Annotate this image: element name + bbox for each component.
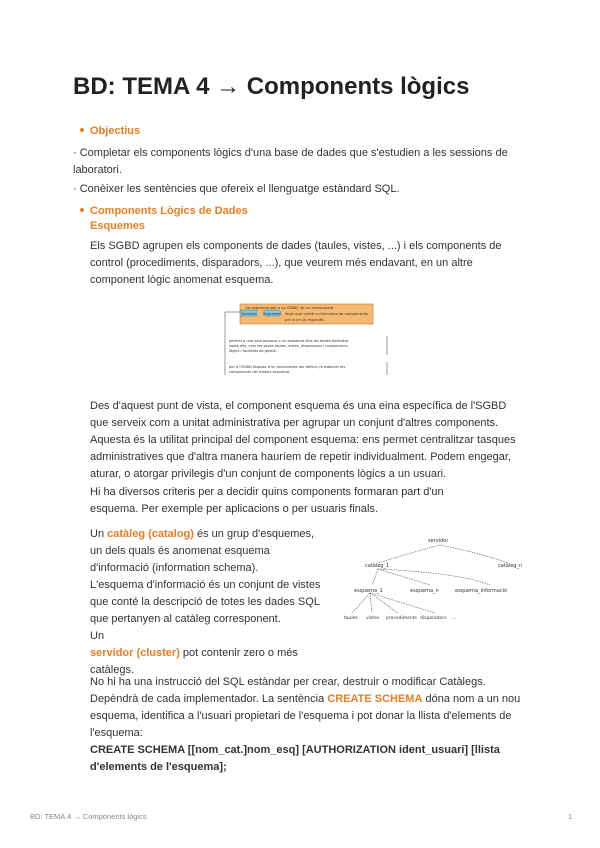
bullet-dot: [80, 128, 84, 132]
create-schema-syntax: CREATE SCHEMA [[nom_cat.]nom_esq] [AUTHORIZATION ident_usuari] [llista d'elements de l'esquema];: [90, 744, 500, 773]
section-heading-components: Components Lògics de Dades: [80, 205, 248, 217]
paragraph-criteris: Hi ha diversos criteris per a decidir quins components formaran part d'un esquema. Per exemple per aplicacions o per usuaris finals.: [90, 486, 444, 515]
node-esqinfo: esquema_informació: [455, 588, 508, 594]
page-number: 1: [568, 812, 573, 821]
node-esq1: esquema_1: [354, 588, 383, 594]
objectius-line-2: · Conèixer les sentències que ofereix el llenguatge estàndard SQL.: [73, 183, 400, 195]
edge-cat1-esq1: [372, 569, 378, 585]
page-title: BD: TEMA 4 → Components lògics: [73, 73, 470, 100]
edge-cat1-esqn: [378, 569, 430, 585]
box-text-1: Un esquema per a un SGBD, és un component: [245, 305, 334, 310]
node-esqn: esquema_n: [410, 588, 439, 594]
box-text-2: lògic que conté col·leccions de components: [285, 311, 368, 316]
diagram-line-3: lògics i facilitats de gestió.: [229, 349, 277, 353]
edge-leaf-1: [352, 593, 370, 613]
schema-definition-diagram: [215, 300, 395, 380]
box-text-3: per a un ús específic.: [285, 317, 326, 322]
paragraph-utilitat: Aquesta és la utilitat principal del component esquema: ens permet centralitzar tasques administratives que d'altra manera hauríem de repetir individualment. Podem engegar, aturar, o atorgar privilegis d'un conjunt de components lògics a un usuari.: [90, 434, 516, 480]
leaf-vistes: vistes: [366, 616, 380, 621]
node-catn: catàleg_n: [498, 563, 523, 569]
edge-root-catn: [440, 545, 508, 563]
term-cataleg: catàleg (catalog): [107, 528, 194, 540]
catalog-hierarchy-diagram: [340, 533, 530, 623]
badge-left-text: Schéma: [242, 312, 257, 316]
diagram-line-1: permet a una sola persona o un esquema dins les dades definides: [229, 339, 349, 343]
node-cat1: catàleg_1: [365, 563, 390, 569]
edge-leaf-3: [370, 593, 398, 613]
edge-leaf-4: [370, 593, 435, 613]
cataleg-text: Un catàleg (catalog) és un grup d'esquemes, un dels quals és anomenat esquema d'informació (information schema). L'esquema d'informació és un conjunt de vistes que conté la descripció de totes les dades SQL que pertanyen al catàleg corresponent. Un servidor (cluster) pot contenir zero o més catàlegs.: [90, 528, 321, 676]
diagram-line-4: per a l'SGBD disposa d'un mecanisme per definir i/o esborrar els: [229, 365, 346, 369]
sql-paragraph: No hi ha una instrucció del SQL estàndar per crear, destruir o modificar Catàlegs. Depèndrà de cada implementador. La sentència CREATE SCHEMA dóna nom a un nou esquema, identifica a l'usuari propietari de l'esquema i pot donar la llista d'elements de l'esquema:: [90, 676, 521, 739]
diagram-line-2: sobre ells, com les seves taules, vistes, disparadors i components: [229, 344, 348, 348]
edge-leaf-2: [370, 593, 372, 613]
leaf-taules: taules: [344, 616, 358, 621]
subheading-esquemes: Esquemes: [90, 220, 146, 232]
leaf-disparadors: disparadors: [420, 616, 447, 621]
paragraph-vista: Des d'aquest punt de vista, el component esquema és una eina específica de l'SGBD que serveix com a unitat administrativa per agrupar un conjunt d'altres components.: [90, 400, 507, 429]
objectius-line-1: · Completar els components lògics d'una base de dades que s'estudien a les sessions de laboratori.: [73, 147, 508, 176]
intro-paragraph: Els SGBD agrupen els components de dades (taules, vistes, ...) i els components de control (procediments, disparadors, ...), que veurem més endavant, en un altre component lògic anomenat esquema.: [90, 240, 502, 286]
edge-root-cat1: [378, 545, 440, 563]
badge-right-text: Esquema: [264, 312, 281, 316]
section-heading-objectius: Objectius: [80, 125, 140, 137]
node-root: servidor: [428, 538, 449, 544]
bullet-dot: [80, 208, 84, 212]
diagram-line-5: components del mateix esquema.: [229, 370, 291, 374]
footer-title: BD: TEMA 4 → Components lògics: [30, 812, 147, 821]
term-create-schema: CREATE SCHEMA: [327, 693, 423, 705]
edge-cat1-esqinfo: [378, 569, 490, 585]
leaf-ellipsis: ...: [452, 616, 457, 621]
term-servidor: servidor (cluster): [90, 647, 180, 659]
leaf-procediments: procediments: [386, 616, 417, 621]
